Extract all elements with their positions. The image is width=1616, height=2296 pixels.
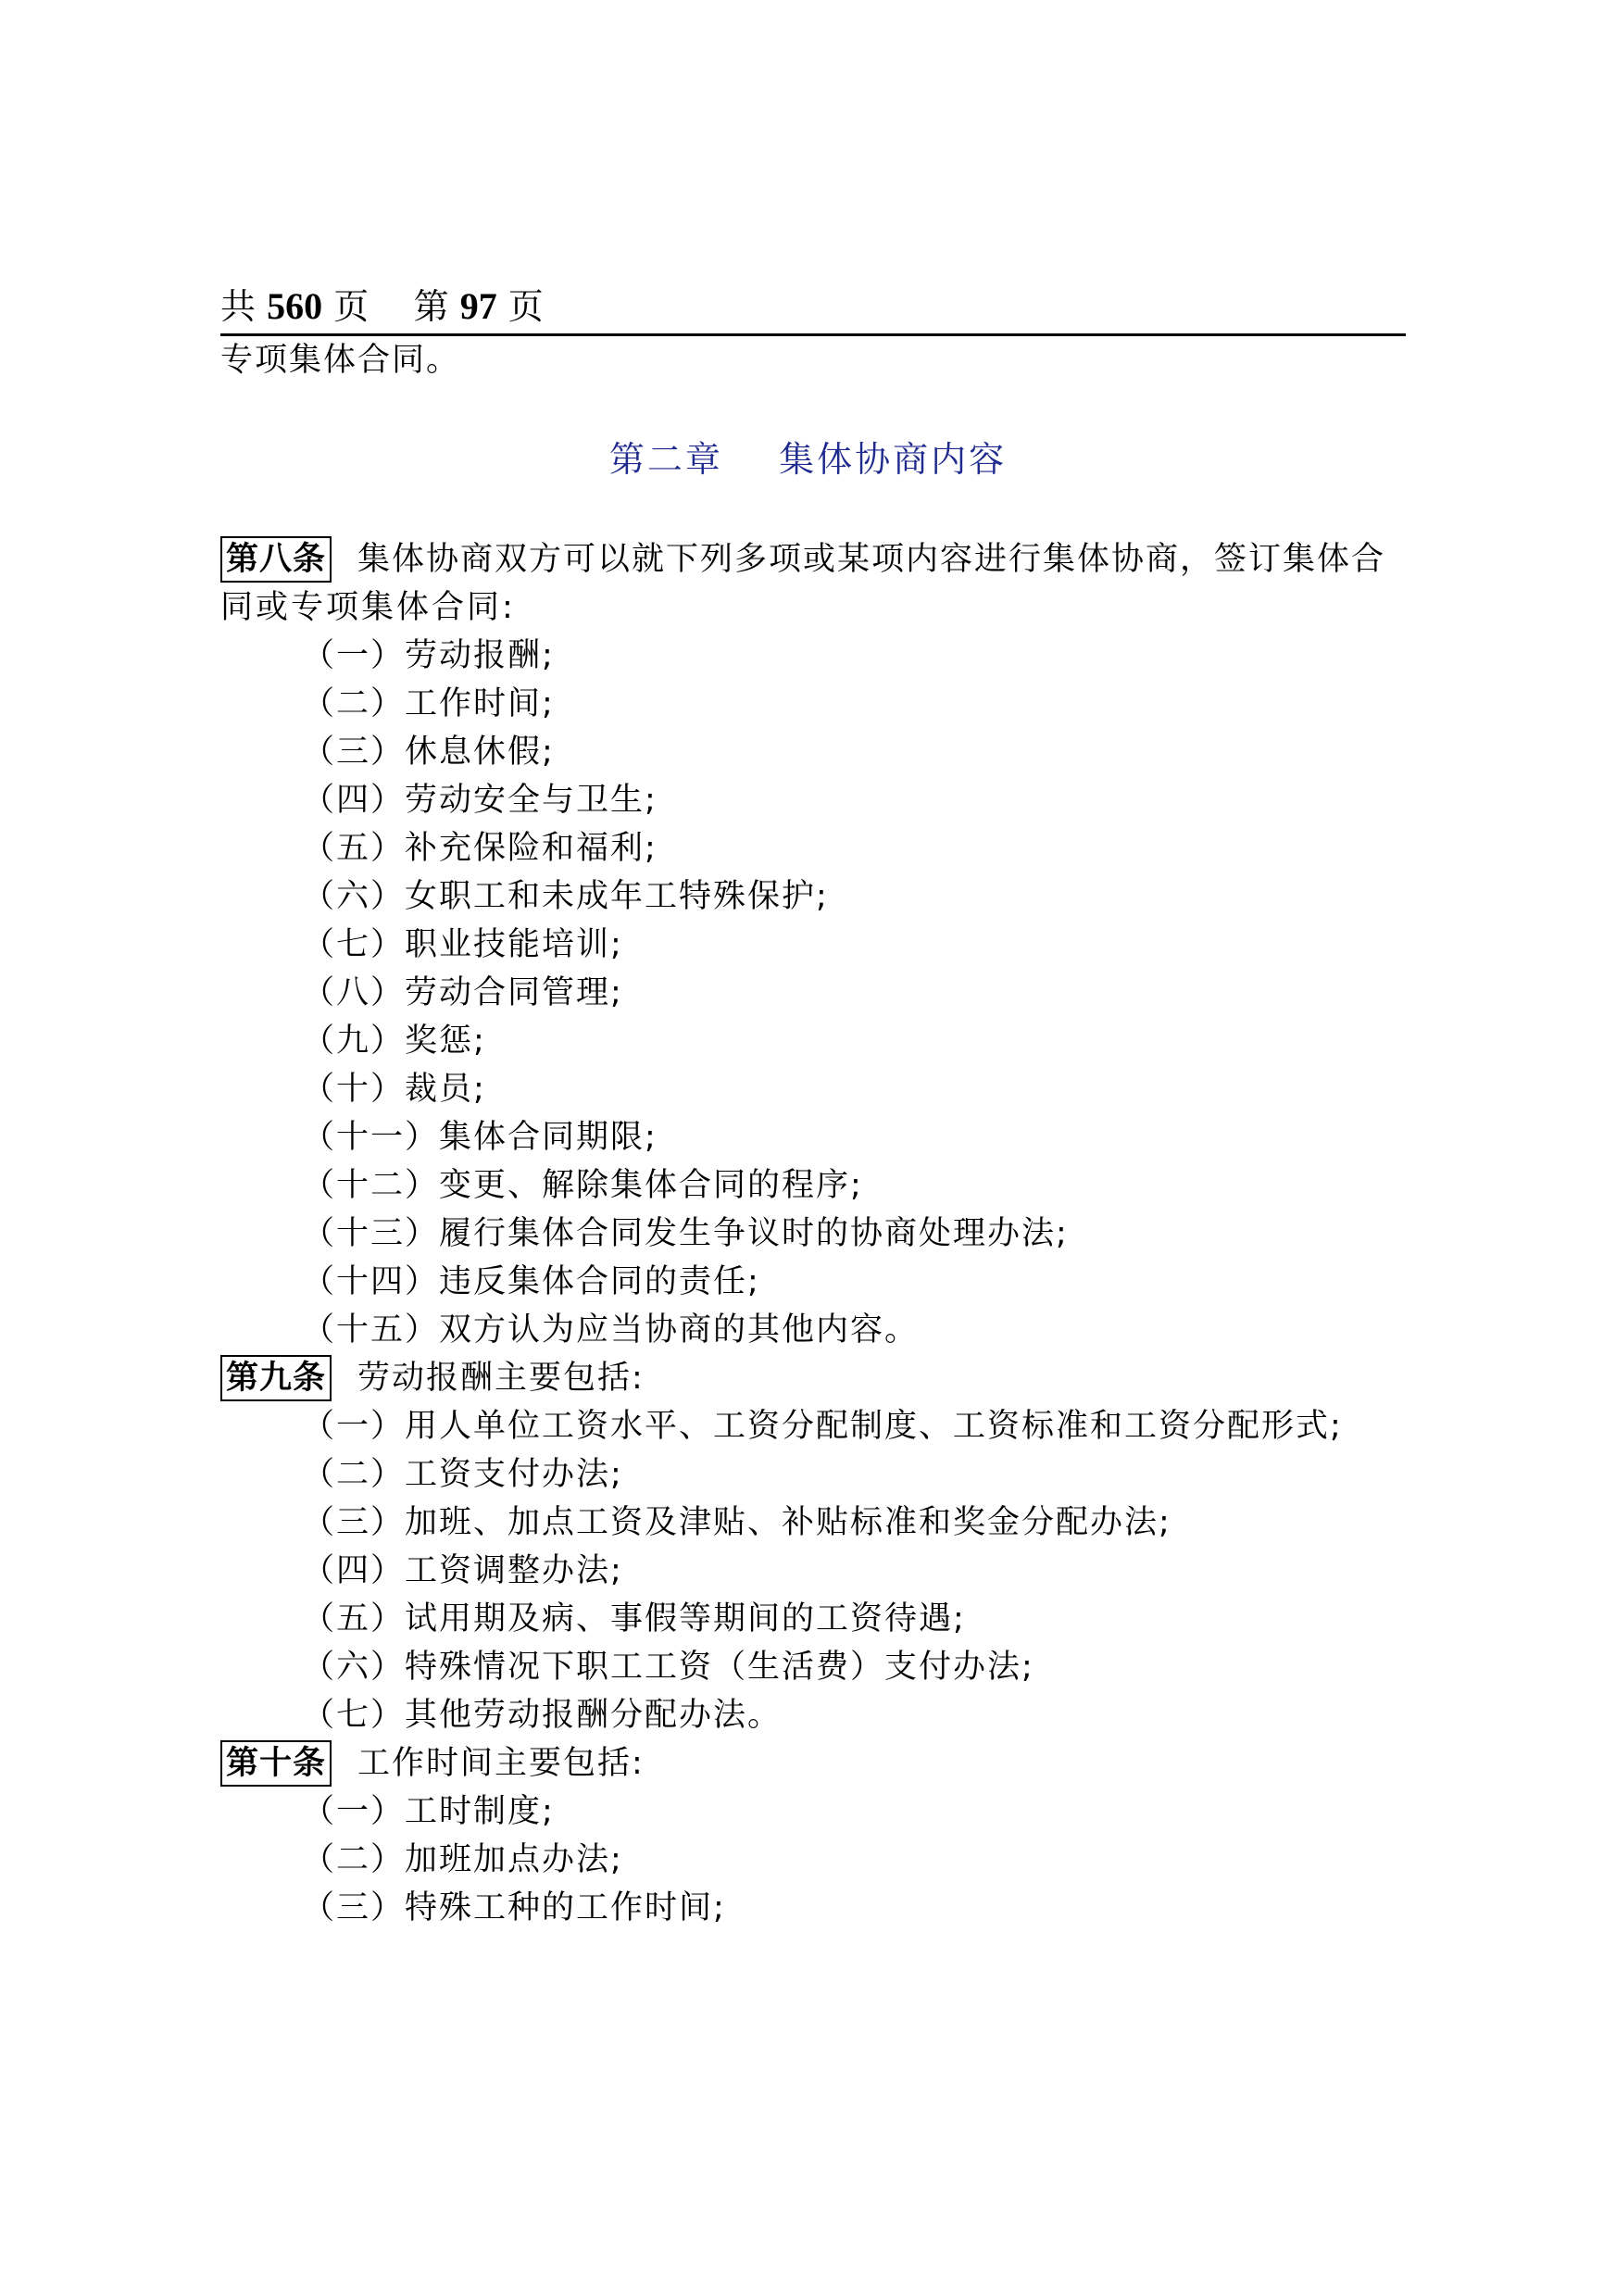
list-item: （十五）双方认为应当协商的其他内容。 <box>302 1311 920 1349</box>
current-page: 97 <box>459 285 497 327</box>
list-item: （十三）履行集体合同发生争议时的协商处理办法; <box>302 1215 1069 1252</box>
article-10 <box>220 1739 645 1788</box>
article-9 <box>220 1354 645 1402</box>
chapter-title: 第二章 集体协商内容 <box>608 439 1008 480</box>
list-item: （二）工资支付办法; <box>302 1456 623 1493</box>
article-label: 第九条 <box>220 1355 332 1401</box>
list-item: （三）加班、加点工资及津贴、补贴标准和奖金分配办法; <box>302 1504 1171 1541</box>
list-item: （二）工作时间; <box>302 685 555 722</box>
list-item: （六）特殊情况下职工工资（生活费）支付办法; <box>302 1649 1034 1686</box>
list-item: （七）其他劳动报酬分配办法。 <box>302 1697 783 1734</box>
list-item: （九）奖惩; <box>302 1023 486 1060</box>
list-item: （五）补充保险和福利; <box>302 830 658 867</box>
list-item: （三）特殊工种的工作时间; <box>302 1889 726 1926</box>
list-item: （二）加班加点办法; <box>302 1841 623 1878</box>
article-label: 第八条 <box>220 536 332 583</box>
article-text: 劳动报酬主要包括: <box>357 1360 645 1397</box>
current-prefix: 第 <box>413 286 449 327</box>
current-suffix: 页 <box>507 286 544 327</box>
list-item: （十一）集体合同期限; <box>302 1119 658 1156</box>
list-item: （十四）违反集体合同的责任; <box>302 1263 760 1300</box>
list-item: （八）劳动合同管理; <box>302 974 623 1011</box>
list-item: （一）用人单位工资水平、工资分配制度、工资标准和工资分配形式; <box>302 1408 1343 1445</box>
list-item: （五）试用期及病、事假等期间的工资待遇; <box>302 1600 966 1637</box>
article-8-continuation: 同或专项集体合同: <box>220 589 516 626</box>
list-item: （一）工时制度; <box>302 1793 555 1830</box>
carryover-text: 专项集体合同。 <box>220 342 461 379</box>
article-text: 工作时间主要包括: <box>357 1745 645 1782</box>
total-prefix: 共 <box>220 286 257 327</box>
list-item: （六）女职工和未成年工特殊保护; <box>302 878 829 915</box>
list-item: （四）工资调整办法; <box>302 1552 623 1589</box>
list-item: （十二）变更、解除集体合同的程序; <box>302 1167 863 1204</box>
list-item: （三）休息休假; <box>302 734 555 771</box>
total-suffix: 页 <box>333 286 370 327</box>
page-header <box>220 280 1406 336</box>
list-item: （十）裁员; <box>302 1071 486 1108</box>
list-item: （一）劳动报酬; <box>302 637 555 674</box>
article-label: 第十条 <box>220 1740 332 1787</box>
list-item: （四）劳动安全与卫生; <box>302 782 658 819</box>
total-pages: 560 <box>267 285 323 327</box>
article-text: 集体协商双方可以就下列多项或某项内容进行集体协商，签订集体合 <box>357 541 1386 578</box>
list-item: （七）职业技能培训; <box>302 926 623 963</box>
article-8 <box>220 535 1385 583</box>
